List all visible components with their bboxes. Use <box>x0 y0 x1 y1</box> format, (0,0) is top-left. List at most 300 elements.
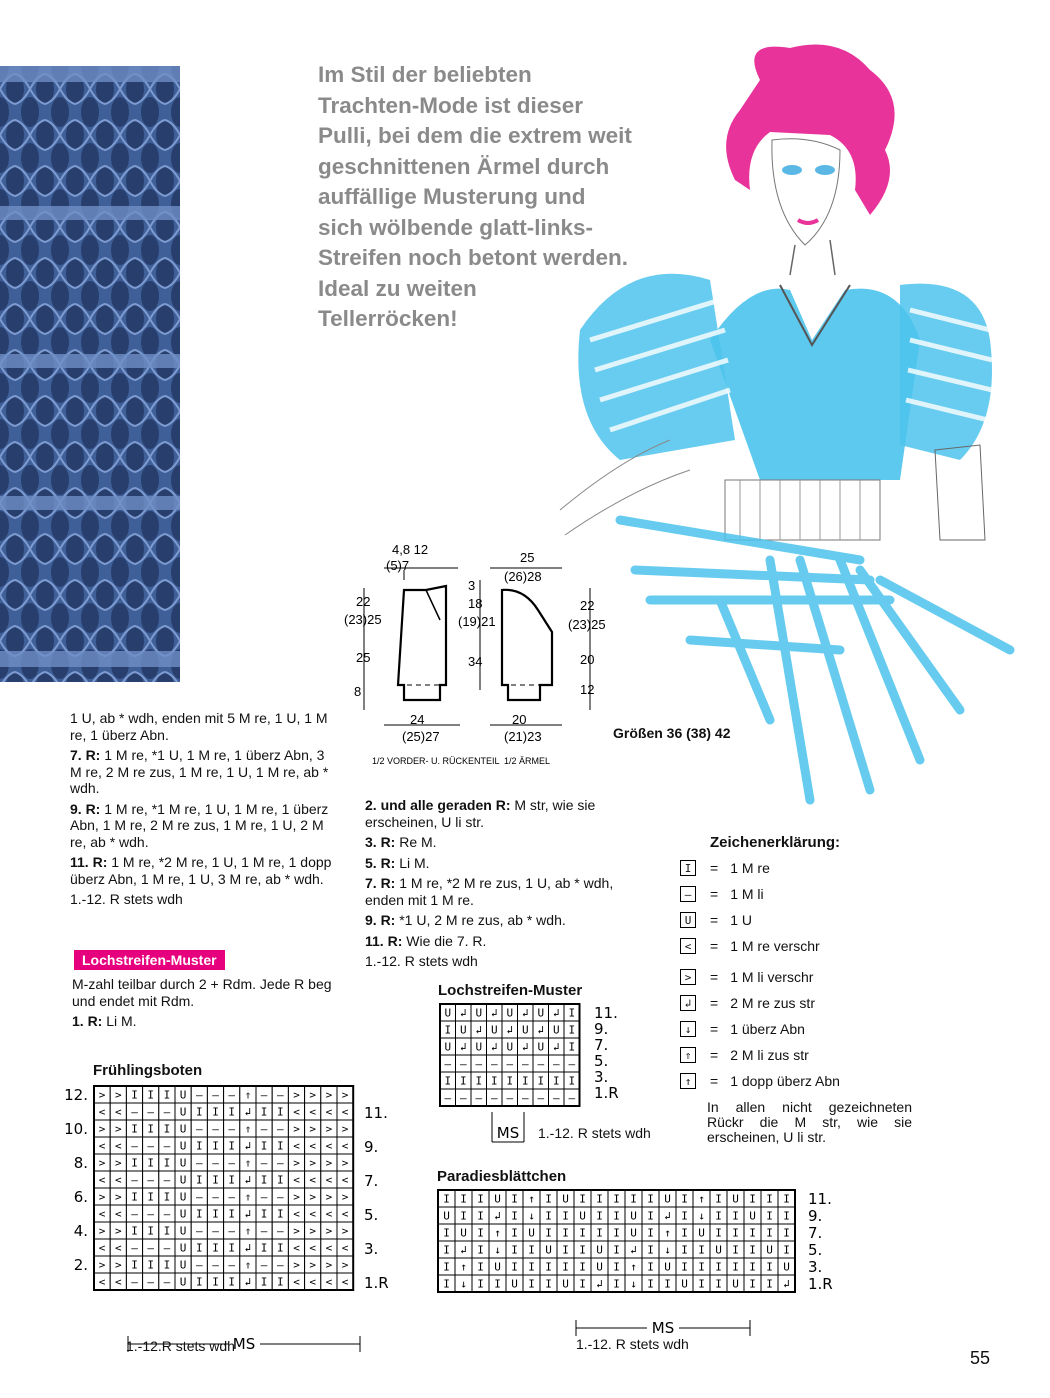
chart-symbol: > <box>114 1224 122 1238</box>
chart-symbol: I <box>681 1260 688 1274</box>
chart-symbol: I <box>477 1277 484 1291</box>
legend-row <box>680 1071 840 1091</box>
headline-line: Ideal zu weiten <box>318 275 477 301</box>
chart-symbol: ↲ <box>459 1006 467 1020</box>
chart-symbol: U <box>179 1156 187 1170</box>
chart-symbol: ↲ <box>783 1277 790 1291</box>
chart-symbol: > <box>309 1190 317 1204</box>
chart-symbol: U <box>179 1173 187 1187</box>
chart-symbol: I <box>562 1226 569 1240</box>
chart-symbol: I <box>276 1207 284 1221</box>
chart-symbol: — <box>260 1122 268 1136</box>
piece-label: 1/2 VORDER- U. RÜCKENTEIL <box>372 756 500 766</box>
chart-symbol: I <box>195 1139 203 1153</box>
chart-symbol: I <box>613 1192 620 1206</box>
chart-symbol: I <box>147 1258 155 1272</box>
dim-label: 12 <box>580 682 595 697</box>
chart-symbol: I <box>460 1209 467 1223</box>
chart-symbol: U <box>664 1192 671 1206</box>
row-number: 5. <box>808 1241 823 1259</box>
sizes-label: Größen 36 (38) 42 <box>613 725 731 741</box>
legend-row <box>680 1019 805 1039</box>
legend-label: 1 dopp überz Abn <box>730 1073 840 1089</box>
chart-symbol: I <box>783 1226 790 1240</box>
chart-symbol: I <box>647 1243 654 1257</box>
dim-label: 22 <box>580 598 595 613</box>
chart-symbol: I <box>195 1241 203 1255</box>
chart-symbol: ↲ <box>506 1023 514 1037</box>
legend-equals: = <box>710 860 719 876</box>
legend-note: In allen nicht gezeichneten Rückr die M str, wie sie erscheinen, U li str. <box>707 1099 912 1145</box>
chart-symbol: U <box>475 1040 483 1054</box>
instruction-row-2: 2. und alle geraden R: M str, wie sie erscheinen, U li str. <box>365 797 596 830</box>
chart-symbol: < <box>325 1207 333 1221</box>
chart-symbol: — <box>568 1057 576 1071</box>
row-number: 10. <box>64 1120 88 1138</box>
row-number: 8. <box>73 1154 88 1172</box>
chart-symbol: > <box>114 1122 122 1136</box>
row-number: 6. <box>73 1188 88 1206</box>
chart-symbol: I <box>260 1139 268 1153</box>
chart-symbol: — <box>475 1057 483 1071</box>
chart-symbol: > <box>98 1224 106 1238</box>
chart-symbol: > <box>325 1190 333 1204</box>
chart-symbol: I <box>613 1209 620 1223</box>
chart-symbol: I <box>444 1023 452 1037</box>
chart-symbol: — <box>521 1091 529 1105</box>
chart-symbol: — <box>212 1258 219 1272</box>
chart-symbol: ↲ <box>537 1023 545 1037</box>
chart-symbol: U <box>521 1023 529 1037</box>
row-number: 2. <box>73 1256 88 1274</box>
chart-symbol: I <box>732 1209 739 1223</box>
chart-symbol: < <box>341 1105 349 1119</box>
chart-symbol: — <box>228 1156 236 1170</box>
chart-symbol: — <box>163 1173 171 1187</box>
chart-symbol: U <box>444 1006 452 1020</box>
chart-symbol: U <box>511 1277 518 1291</box>
dim-label: 24 <box>410 712 425 727</box>
chart-symbol: I <box>613 1260 620 1274</box>
chart-symbol: I <box>260 1173 268 1187</box>
chart-symbol: ↲ <box>244 1173 252 1187</box>
chart-symbol: < <box>325 1173 333 1187</box>
row-number: 5. <box>364 1206 379 1224</box>
chart-symbol: > <box>309 1258 317 1272</box>
chart-symbol: ⇑ <box>244 1088 252 1102</box>
instructions-left <box>70 710 335 912</box>
chart-symbol: — <box>212 1122 219 1136</box>
chart-symbol: > <box>325 1156 333 1170</box>
chart-symbol: I <box>147 1224 155 1238</box>
chart-symbol: I <box>545 1192 552 1206</box>
chart-symbol: < <box>325 1139 333 1153</box>
chart-symbol: — <box>195 1122 203 1136</box>
dim-label: (23)25 <box>344 612 382 627</box>
chart-symbol: > <box>98 1190 106 1204</box>
chart-symbol: ↓ <box>528 1209 535 1223</box>
chart-symbol: — <box>552 1057 560 1071</box>
chart-symbol: U <box>698 1226 705 1240</box>
chart-symbol: I <box>545 1277 552 1291</box>
chart-symbol: I <box>579 1192 586 1206</box>
dim-label: (5)7 <box>386 558 410 573</box>
chart-symbol: < <box>98 1207 106 1221</box>
chart-symbol: ↓ <box>664 1243 671 1257</box>
chart-symbol: I <box>276 1139 284 1153</box>
chart-symbol: U <box>537 1006 545 1020</box>
chart-symbol: I <box>783 1209 790 1223</box>
chart-symbol: ⇑ <box>244 1224 252 1238</box>
chart-symbol: I <box>163 1190 171 1204</box>
dim-label: 34 <box>468 654 483 669</box>
instruction-row-11: 11. R: 1 M re, *2 M re, 1 U, 1 M re, 1 dopp überz Abn, 1 M re, 1 U, 3 M re, ab * wdh. <box>70 854 332 887</box>
row-number: 3. <box>808 1258 823 1276</box>
headline-line: Im Stil der beliebten <box>318 62 532 87</box>
chart-symbol: I <box>195 1173 203 1187</box>
row-number: 5. <box>594 1052 609 1070</box>
chart-symbol: — <box>131 1241 138 1255</box>
chart-symbol: — <box>506 1091 514 1105</box>
chart-symbol: I <box>715 1226 722 1240</box>
legend-title: Zeichenerklärung: <box>710 834 841 851</box>
chart-symbol: I <box>260 1241 268 1255</box>
chart-symbol: U <box>732 1192 739 1206</box>
chart-symbol: < <box>309 1173 317 1187</box>
chart-symbol: I <box>212 1105 219 1119</box>
chart-symbol: < <box>325 1275 333 1289</box>
chart-symbol: U <box>460 1226 467 1240</box>
chart-symbol: — <box>276 1224 284 1238</box>
instruction-repeat: 1.-12. R stets wdh <box>70 891 183 907</box>
chart-symbol: — <box>147 1275 155 1289</box>
headline-line: Pulli, bei dem die extrem weit <box>318 123 632 148</box>
dim-label: 3 <box>468 578 476 593</box>
chart-symbol: — <box>147 1173 155 1187</box>
chart-symbol: < <box>114 1173 122 1187</box>
chart-symbol: — <box>163 1275 171 1289</box>
headline-line: geschnittenen Ärmel durch <box>318 153 610 179</box>
legend-row <box>680 936 820 956</box>
chart-symbol: < <box>293 1139 300 1153</box>
chart-symbol: — <box>568 1091 576 1105</box>
chart-symbol: I <box>766 1209 773 1223</box>
chart-symbol: I <box>475 1074 483 1088</box>
instruction-row-3: 3. R: Re M. <box>365 834 437 850</box>
chart-symbol: I <box>163 1088 171 1102</box>
chart-symbol: I <box>613 1277 620 1291</box>
chart-symbol: I <box>613 1243 620 1257</box>
legend-label: 2 M re zus str <box>730 995 815 1011</box>
chart-symbol: < <box>309 1241 317 1255</box>
chart-symbol: U <box>579 1209 586 1223</box>
dim-label: 20 <box>512 712 527 727</box>
chart-symbol: < <box>293 1173 300 1187</box>
chart-symbol: I <box>459 1074 467 1088</box>
chart-symbol: — <box>459 1091 467 1105</box>
chart-symbol: U <box>179 1241 187 1255</box>
chart-symbol: U <box>179 1275 187 1289</box>
chart-symbol: I <box>579 1243 586 1257</box>
chart-symbol: I <box>276 1275 284 1289</box>
chart-symbol: I <box>732 1243 739 1257</box>
legend-row <box>680 884 764 904</box>
chart-symbol: ↲ <box>244 1207 252 1221</box>
chart-symbol: I <box>749 1192 756 1206</box>
chart-symbol: — <box>260 1224 268 1238</box>
chart-symbol: I <box>749 1243 756 1257</box>
dim-label: (26)28 <box>504 569 542 584</box>
chart-symbol: I <box>545 1226 552 1240</box>
chart-symbol: ↲ <box>494 1209 501 1223</box>
chart-symbol: ↲ <box>552 1040 560 1054</box>
chart-symbol: — <box>163 1207 171 1221</box>
chart-paradiesblaettchen <box>436 1186 856 1336</box>
chart-symbol: > <box>341 1156 349 1170</box>
chart-symbol: < <box>341 1241 349 1255</box>
row-number: 7. <box>364 1172 379 1190</box>
legend-symbol: ⇑ <box>680 1047 696 1063</box>
chart-symbol: I <box>647 1192 654 1206</box>
dim-label: 25 <box>520 550 535 565</box>
chart-symbol: — <box>131 1173 138 1187</box>
chart-symbol: > <box>293 1224 300 1238</box>
chart-symbol: I <box>783 1243 790 1257</box>
chart-symbol: I <box>766 1192 773 1206</box>
ms-label: MS <box>496 1124 520 1142</box>
legend-symbol: ↓ <box>680 1021 696 1037</box>
legend-equals: = <box>710 938 719 954</box>
chart-symbol: I <box>681 1226 688 1240</box>
chart-symbol: — <box>195 1190 203 1204</box>
legend-label: 1 M li verschr <box>730 969 814 985</box>
chart-symbol: U <box>475 1006 483 1020</box>
chart-symbol: < <box>341 1275 349 1289</box>
chart-symbol: U <box>179 1224 187 1238</box>
chart-symbol: I <box>647 1277 654 1291</box>
chart-symbol: I <box>228 1275 236 1289</box>
chart-symbol: I <box>562 1209 569 1223</box>
chart-symbol: I <box>681 1209 688 1223</box>
row-number: 12. <box>64 1086 88 1104</box>
chart-symbol: I <box>562 1243 569 1257</box>
chart-symbol: > <box>293 1122 300 1136</box>
chart-symbol: I <box>783 1192 790 1206</box>
chart-symbol: I <box>715 1209 722 1223</box>
legend-row <box>680 910 752 930</box>
chart-symbol: I <box>147 1088 155 1102</box>
chart-repeat-note: 1.-12. R stets wdh <box>576 1336 689 1352</box>
chart-symbol: > <box>293 1258 300 1272</box>
chart-symbol: > <box>309 1122 317 1136</box>
chart-symbol: U <box>444 1040 452 1054</box>
page-number: 55 <box>970 1348 991 1368</box>
chart-symbol: — <box>537 1057 545 1071</box>
instruction-row-5: 5. R: Li M. <box>365 854 430 871</box>
chart-symbol: — <box>212 1088 219 1102</box>
headline-line: Streifen noch betont werden. <box>318 245 629 270</box>
chart-symbol: > <box>114 1088 122 1102</box>
chart-symbol: I <box>276 1241 284 1255</box>
chart-symbol: — <box>444 1091 452 1105</box>
chart-symbol: ↲ <box>475 1023 483 1037</box>
chart-symbol: — <box>163 1241 171 1255</box>
chart-symbol: — <box>228 1224 236 1238</box>
chart-symbol: I <box>521 1074 529 1088</box>
instruction-repeat: 1.-12. R stets wdh <box>365 953 478 969</box>
chart-symbol: < <box>114 1139 122 1153</box>
chart-symbol: > <box>309 1224 317 1238</box>
chart-symbol: I <box>260 1207 268 1221</box>
legend-label: 1 M re verschr <box>730 938 820 954</box>
chart-symbol: — <box>260 1190 268 1204</box>
legend-symbol: U <box>680 912 696 928</box>
chart-symbol: I <box>195 1105 203 1119</box>
chart-symbol: I <box>477 1192 484 1206</box>
chart-symbol: I <box>732 1260 739 1274</box>
chart-symbol: U <box>490 1023 498 1037</box>
chart-symbol: < <box>98 1105 106 1119</box>
chart-symbol: — <box>276 1156 284 1170</box>
row-number: 9. <box>364 1138 379 1156</box>
piece-label: 1/2 ÄRMEL <box>504 756 551 766</box>
chart-symbol: ↲ <box>490 1006 498 1020</box>
dim-label: 18 <box>468 596 483 611</box>
chart-symbol: ↲ <box>664 1209 671 1223</box>
chart-symbol: — <box>195 1156 203 1170</box>
chart-symbol: — <box>228 1190 236 1204</box>
dim-label: (19)21 <box>458 614 496 629</box>
instruction-line: M-zahl teilbar durch 2 + Rdm. Jede R beg und endet mit Rdm. <box>72 976 332 1009</box>
chart-symbol: ↲ <box>244 1241 252 1255</box>
chart-symbol: ↑ <box>630 1260 637 1274</box>
chart-symbol: I <box>630 1192 637 1206</box>
chart-symbol: I <box>715 1277 722 1291</box>
instructions-middle <box>365 797 635 974</box>
chart-symbol: I <box>477 1260 484 1274</box>
dim-label: 22 <box>356 594 371 609</box>
instruction-row-7: 7. R: 1 M re, *2 M re zus, 1 U, ab * wdh, enden mit 1 M re. <box>365 875 614 908</box>
chart-symbol: ↲ <box>521 1040 529 1054</box>
chart-symbol: ↲ <box>630 1243 637 1257</box>
chart-symbol: — <box>147 1241 155 1255</box>
chart-symbol: — <box>195 1224 203 1238</box>
chart-symbol: I <box>698 1277 705 1291</box>
dim-label: 20 <box>580 652 595 667</box>
chart-symbol: I <box>490 1074 498 1088</box>
chart-symbol: — <box>276 1088 284 1102</box>
lochstreifen-description <box>72 976 337 1034</box>
chart-symbol: I <box>131 1224 138 1238</box>
instruction-row-11: 11. R: Wie die 7. R. <box>365 932 487 949</box>
dim-label: (21)23 <box>504 729 542 744</box>
legend-symbol: ↑ <box>680 1073 696 1089</box>
chart-symbol: U <box>562 1277 569 1291</box>
chart-symbol: I <box>163 1258 171 1272</box>
chart-symbol: ↓ <box>494 1243 501 1257</box>
chart-symbol: U <box>179 1088 187 1102</box>
chart-symbol: > <box>309 1156 317 1170</box>
chart-symbol: — <box>459 1057 467 1071</box>
chart-symbol: — <box>147 1207 155 1221</box>
chart-symbol: — <box>228 1088 236 1102</box>
chart-symbol: ↲ <box>552 1006 560 1020</box>
legend-label: 1 M re <box>730 860 770 876</box>
chart-symbol: < <box>325 1105 333 1119</box>
dim-label: 8 <box>354 684 362 699</box>
chart-symbol: I <box>131 1156 138 1170</box>
chart-symbol: I <box>681 1243 688 1257</box>
chart-symbol: I <box>506 1074 514 1088</box>
chart-symbol: I <box>260 1105 268 1119</box>
chart-symbol: I <box>212 1241 219 1255</box>
chart-symbol: > <box>325 1122 333 1136</box>
chart-symbol: > <box>293 1088 300 1102</box>
instruction-row-1: 1. R: Li M. <box>72 1013 137 1029</box>
chart-symbol: ↲ <box>244 1105 252 1119</box>
chart-symbol: I <box>228 1207 236 1221</box>
chart-symbol: U <box>596 1243 603 1257</box>
chart-symbol: < <box>325 1241 333 1255</box>
knit-swatch-photo <box>0 66 180 682</box>
chart-symbol: ↑ <box>698 1192 705 1206</box>
chart-symbol: I <box>212 1275 219 1289</box>
chart-symbol: ↓ <box>698 1209 705 1223</box>
chart-title-lochstreifen: Lochstreifen-Muster <box>438 982 583 999</box>
chart-symbol: > <box>341 1088 349 1102</box>
chart-symbol: I <box>749 1260 756 1274</box>
chart-symbol: I <box>276 1173 284 1187</box>
chart-symbol: — <box>147 1139 155 1153</box>
chart-symbol: ↑ <box>528 1192 535 1206</box>
chart-symbol: I <box>528 1260 535 1274</box>
row-number: 1.R <box>364 1274 389 1292</box>
row-number: 1.R <box>808 1275 833 1293</box>
chart-symbol: I <box>460 1192 467 1206</box>
chart-title-paradiesblaettchen: Paradiesblättchen <box>437 1168 567 1185</box>
chart-symbol: < <box>293 1105 300 1119</box>
chart-symbol: ↑ <box>494 1226 501 1240</box>
chart-symbol: ⇑ <box>244 1156 252 1170</box>
chart-symbol: < <box>114 1207 122 1221</box>
chart-symbol: I <box>568 1074 576 1088</box>
chart-symbol: U <box>494 1260 501 1274</box>
chart-repeat-note: 1.-12. R stets wdh <box>538 1125 651 1141</box>
chart-symbol: U <box>179 1122 187 1136</box>
chart-symbol: I <box>212 1207 219 1221</box>
chart-symbol: ↲ <box>460 1243 467 1257</box>
chart-symbol: U <box>545 1243 552 1257</box>
row-number: 9. <box>594 1020 609 1038</box>
chart-symbol: I <box>579 1260 586 1274</box>
legend-row <box>680 858 770 878</box>
chart-symbol: — <box>276 1122 284 1136</box>
chart-fruehlingsboten <box>60 1082 400 1372</box>
legend-row <box>680 967 813 987</box>
chart-symbol: I <box>511 1226 518 1240</box>
chart-symbol: I <box>477 1209 484 1223</box>
chart-symbol: > <box>341 1258 349 1272</box>
chart-symbol: < <box>114 1275 122 1289</box>
chart-symbol: I <box>732 1226 739 1240</box>
chart-symbol: — <box>212 1190 219 1204</box>
chart-symbol: ↓ <box>460 1277 467 1291</box>
chart-symbol: — <box>537 1091 545 1105</box>
chart-symbol: I <box>568 1023 576 1037</box>
dim-label: (25)27 <box>402 729 440 744</box>
legend-symbol: — <box>680 886 696 902</box>
chart-symbol: I <box>528 1243 535 1257</box>
